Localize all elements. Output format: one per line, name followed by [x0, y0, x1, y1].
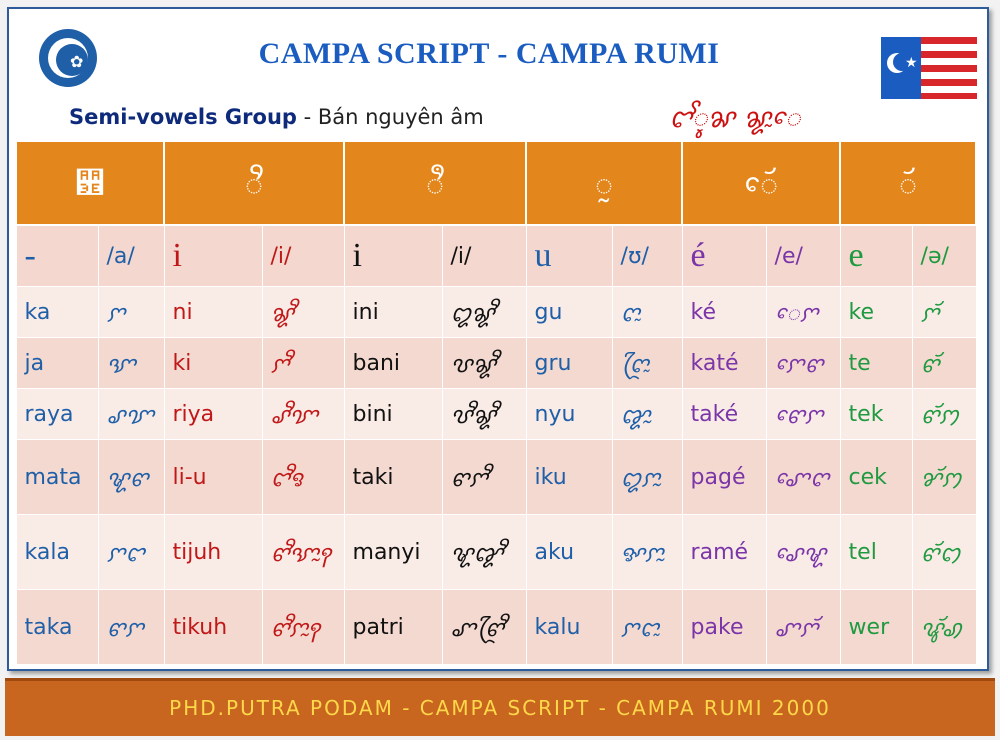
rumi-word: taka [16, 590, 98, 665]
cham-word: ꨝꨘꨪ [442, 338, 526, 389]
rumi-word: iku [526, 440, 612, 515]
rumi-word: ka [16, 287, 98, 338]
table-row [16, 389, 976, 440]
cham-word: ꨘꨪ [262, 287, 344, 338]
subtitle-bold: Semi-vowels Group [69, 105, 297, 129]
rumi-word: bini [344, 389, 442, 440]
rumi-word: ramé [682, 515, 766, 590]
rumi-word: ke [840, 287, 912, 338]
cham-word: ꨓꨯꨆ [766, 389, 840, 440]
rumi-word: ja [16, 338, 98, 389]
cham-word: ꨑꨭ [612, 389, 682, 440]
logo-icon: ✿ [39, 29, 97, 87]
rumi-word: tijuh [164, 515, 262, 590]
rumi-word: pagé [682, 440, 766, 515]
cham-word: ꨀꨆꨭ [612, 515, 682, 590]
cham-word: ꨓꨪꨎꨭꩍ [262, 515, 344, 590]
subtitle [69, 105, 484, 129]
cham-word: ꨆ [98, 287, 164, 338]
cham-word: ꨣꨢ [98, 389, 164, 440]
column-ipa: /a/ [98, 225, 164, 287]
rumi-word: ni [164, 287, 262, 338]
column-roman: u [526, 225, 612, 287]
rumi-word: gu [526, 287, 612, 338]
column-glyph: ꨯꨮ [682, 141, 840, 225]
column-ipa: /i/ [262, 225, 344, 287]
column-glyph: ꨾ [16, 141, 164, 225]
rumi-word: gru [526, 338, 612, 389]
cham-word: ꨥꨮꩉ [912, 590, 976, 665]
cham-word: ꨣꨯꨠ [766, 515, 840, 590]
rumi-word: také [682, 389, 766, 440]
subtitle-script: ꨤꨩꨶꨗ ꨘꨭꨯ [669, 104, 801, 134]
rumi-word: tel [840, 515, 912, 590]
column-roman: - [16, 225, 98, 287]
rumi-word: ini [344, 287, 442, 338]
cham-word: ꨆꨤꨭ [612, 590, 682, 665]
footer: PHD.PUTRA PODAM - CAMPA SCRIPT - CAMPA RUMI 2000 [5, 678, 995, 736]
rumi-word: aku [526, 515, 612, 590]
rumi-word: wer [840, 590, 912, 665]
rumi-word: ki [164, 338, 262, 389]
cham-word: ꨆꨯꨓ [766, 338, 840, 389]
cham-word: ꨈꨴꨭ [612, 338, 682, 389]
cham-word: ꨝꨪꨘꨪ [442, 389, 526, 440]
column-ipa: /i/ [442, 225, 526, 287]
cham-word: ꨁꨆꨭ [612, 440, 682, 515]
cham-word: ꨆꨪ [262, 338, 344, 389]
cham-word: ꨓꨮꩊ [912, 515, 976, 590]
column-roman: é [682, 225, 766, 287]
column-glyph: ꨪ [164, 141, 344, 225]
cham-word: ꨎ [98, 338, 164, 389]
flag-icon: ★ [881, 37, 977, 99]
table-row [16, 338, 976, 389]
cham-word: ꨚꨓꨴꨪ [442, 590, 526, 665]
rumi-word: taki [344, 440, 442, 515]
rumi-word: patri [344, 590, 442, 665]
column-glyph: ꨭ [526, 141, 682, 225]
rumi-word: manyi [344, 515, 442, 590]
cham-word: ꨣꨪꨢ [262, 389, 344, 440]
rumi-word: kala [16, 515, 98, 590]
column-ipa: /ə/ [912, 225, 976, 287]
cham-word: ꨁꨘꨪ [442, 287, 526, 338]
cham-word: ꨆꨮ [912, 287, 976, 338]
page-title: CAMPA SCRIPT - CAMPA RUMI [258, 37, 720, 70]
rumi-word: li-u [164, 440, 262, 515]
rumi-word: tek [840, 389, 912, 440]
table-row [16, 287, 976, 338]
cham-word: ꨤꨪꨅ [262, 440, 344, 515]
cham-word: ꨯꨆ [766, 287, 840, 338]
cham-word: ꨚꨆꨮ [766, 590, 840, 665]
cham-word: ꨓꨆ [98, 590, 164, 665]
column-roman: e [840, 225, 912, 287]
column-glyph: ꨫ [344, 141, 526, 225]
rumi-word: nyu [526, 389, 612, 440]
cham-word: ꨆꨤ [98, 515, 164, 590]
table-row [16, 515, 976, 590]
column-ipa: /ʊ/ [612, 225, 682, 287]
cham-word: ꨈꨭ [612, 287, 682, 338]
cham-word: ꨓꨮꩀ [912, 389, 976, 440]
rumi-word: bani [344, 338, 442, 389]
column-ipa: /e/ [766, 225, 840, 287]
cham-word: ꨓꨆꨪ [442, 440, 526, 515]
cham-word: ꨠꨓ [98, 440, 164, 515]
semi-vowels-table [15, 140, 977, 665]
rumi-word: tikuh [164, 590, 262, 665]
rumi-word: ké [682, 287, 766, 338]
cham-word: ꨓꨮ [912, 338, 976, 389]
rumi-word: mata [16, 440, 98, 515]
column-roman: i [344, 225, 442, 287]
rumi-word: riya [164, 389, 262, 440]
rumi-word: cek [840, 440, 912, 515]
rumi-word: te [840, 338, 912, 389]
cham-word: ꨓꨪꨆꨭꩍ [262, 590, 344, 665]
table-row [16, 590, 976, 665]
cham-word: ꨠꨑꨪ [442, 515, 526, 590]
column-glyph: ꨮ [840, 141, 976, 225]
rumi-word: katé [682, 338, 766, 389]
column-roman: i [164, 225, 262, 287]
cham-word: ꨌꨮꩀ [912, 440, 976, 515]
rumi-word: pake [682, 590, 766, 665]
subtitle-rest: - Bán nguyên âm [296, 105, 484, 129]
rumi-word: raya [16, 389, 98, 440]
cham-word: ꨚꨯꨈ [766, 440, 840, 515]
rumi-word: kalu [526, 590, 612, 665]
table-row [16, 440, 976, 515]
